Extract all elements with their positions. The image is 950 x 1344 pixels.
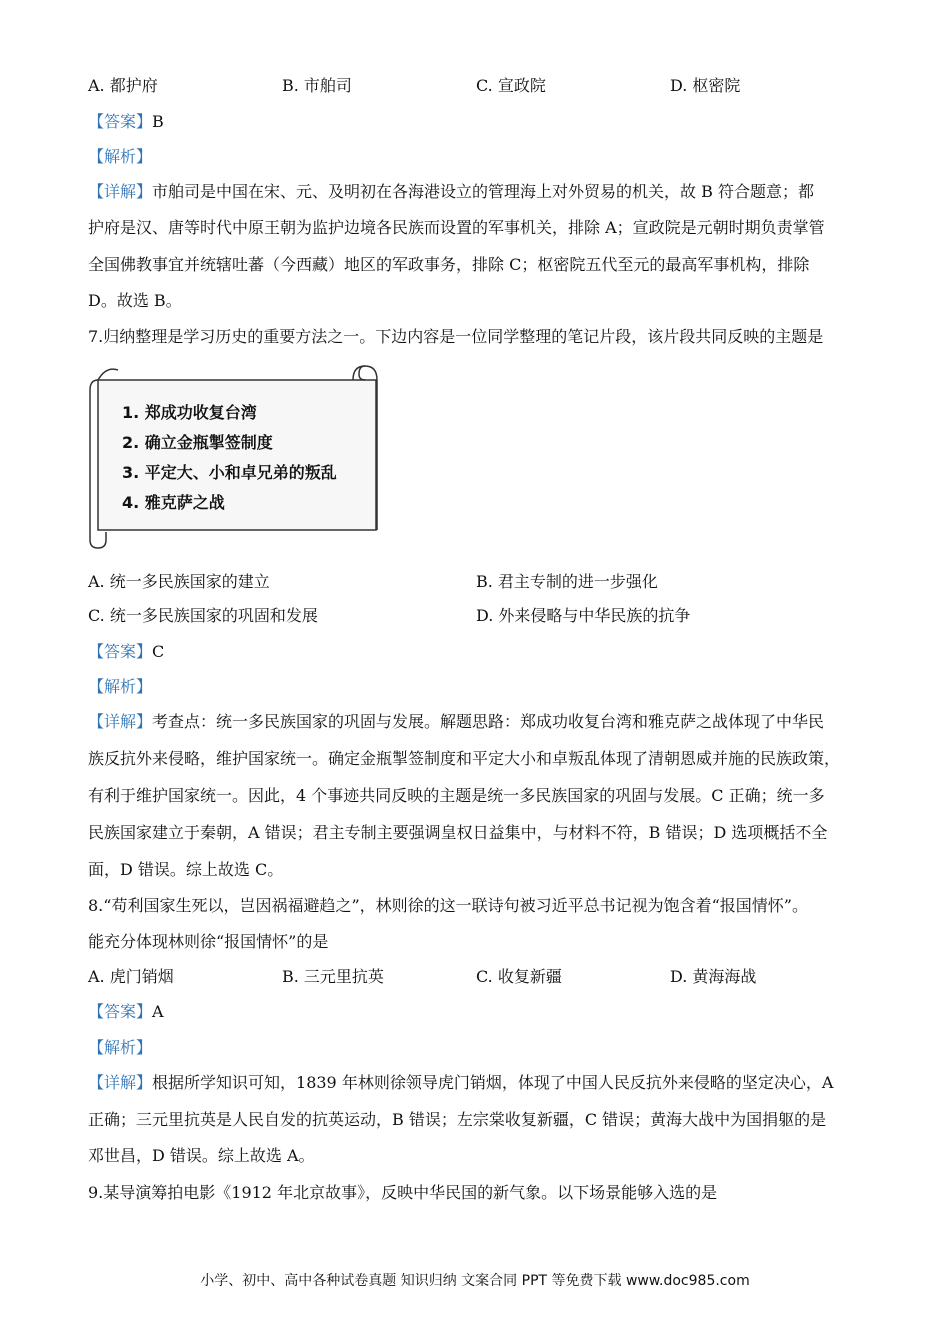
scroll-item: 2. 确立金瓶掣签制度 (122, 433, 273, 452)
detail-tag: 【详解】 (88, 1073, 153, 1092)
q6-option-d: D. 枢密院 (670, 76, 741, 95)
analysis-tag: 【解析】 (88, 677, 153, 696)
q8-stem: 能充分体现林则徐“报国情怀”的是 (88, 932, 329, 951)
detail-text: 市舶司是中国在宋、元、及明初在各海港设立的管理海上对外贸易的机关，故 B 符合题意；都 (152, 182, 814, 201)
q7-option-d: D. 外来侵略与中华民族的抗争 (476, 606, 691, 625)
answer-tag: 【答案】 (88, 642, 153, 661)
answer-value: A (152, 1002, 164, 1021)
q8-detail-line: 正确；三元里抗英是人民自发的抗英运动，B 错误；左宗棠收复新疆，C 错误；黄海大战中为国捐躯的是 (88, 1110, 827, 1129)
q7-detail-line: 民族国家建立于秦朝，A 错误；君主专制主要强调皇权日益集中，与材料不符，B 错误；D 选项概括不全 (88, 823, 828, 842)
q9-stem: 9.某导演筹拍电影《1912 年北京故事》，反映中华民国的新气象。以下场景能够入选的是 (88, 1183, 718, 1202)
q7-detail-line: 有利于维护国家统一。因此，4 个事迹共同反映的主题是统一多民族国家的巩固与发展。C 正确；统一多 (88, 786, 825, 805)
q8-stem: 8.“苟利国家生死以，岂因祸福避趋之”，林则徐的这一联诗句被习近平总书记视为饱含着“报国情怀”。 (88, 896, 808, 915)
answer-tag: 【答案】 (88, 1002, 153, 1021)
answer-tag: 【答案】 (88, 112, 153, 131)
q8-detail-line: 邓世昌，D 错误。综上故选 A。 (88, 1146, 315, 1165)
q6-detail-line: 护府是汉、唐等时代中原王朝为监护边境各民族而设置的军事机关，排除 A；宣政院是元朝时期负责掌管 (88, 218, 825, 237)
detail-tag: 【详解】 (88, 712, 153, 731)
scroll-item: 1. 郑成功收复台湾 (122, 403, 257, 422)
q8-answer-line (88, 1002, 164, 1022)
q7-option-a: A. 统一多民族国家的建立 (88, 572, 270, 591)
answer-value: B (152, 112, 164, 131)
scroll-item: 4. 雅克萨之战 (122, 493, 225, 512)
q7-option-c: C. 统一多民族国家的巩固和发展 (88, 606, 318, 625)
q8-option-d: D. 黄海海战 (670, 967, 757, 986)
q6-option-a: A. 都护府 (88, 76, 158, 95)
q7-answer-line (88, 642, 164, 662)
q7-detail-line (88, 712, 824, 732)
q6-detail-line: D。故选 B。 (88, 291, 182, 310)
q8-option-b: B. 三元里抗英 (282, 967, 384, 986)
q7-detail-line: 面，D 错误。综上故选 C。 (88, 860, 284, 879)
q6-answer-line (88, 112, 164, 132)
q6-detail-line: 全国佛教事宜并统辖吐蕃（今西藏）地区的军政事务，排除 C；枢密院五代至元的最高军事机构，排除 (88, 255, 810, 274)
page-footer: 小学、初中、高中各种试卷真题 知识归纳 文案合同 PPT 等免费下载 www.doc985.com (200, 1273, 750, 1289)
q8-option-c: C. 收复新疆 (476, 967, 562, 986)
q7-stem: 7.归纳整理是学习历史的重要方法之一。下边内容是一位同学整理的笔记片段，该片段共同反映的主题是 (88, 327, 824, 346)
q7-option-b: B. 君主专制的进一步强化 (476, 572, 658, 591)
notes-scroll-image (88, 360, 388, 550)
q6-option-b: B. 市舶司 (282, 76, 352, 95)
detail-text: 考查点：统一多民族国家的巩固与发展。解题思路：郑成功收复台湾和雅克萨之战体现了中华民 (152, 712, 825, 731)
q6-detail-line (88, 182, 814, 202)
answer-value: C (152, 642, 165, 661)
q6-option-c: C. 宣政院 (476, 76, 546, 95)
scroll-item: 3. 平定大、小和卓兄弟的叛乱 (122, 463, 337, 482)
q8-option-a: A. 虎门销烟 (88, 967, 174, 986)
detail-text: 根据所学知识可知，1839 年林则徐领导虎门销烟，体现了中国人民反抗外来侵略的坚定决心，A (152, 1073, 834, 1092)
analysis-tag: 【解析】 (88, 147, 153, 166)
detail-tag: 【详解】 (88, 182, 153, 201)
q8-detail-line (88, 1073, 833, 1093)
q7-detail-line: 族反抗外来侵略，维护国家统一。确定金瓶掣签制度和平定大小和卓叛乱体现了清朝恩威并施的民族政策， (88, 749, 841, 768)
analysis-tag: 【解析】 (88, 1038, 153, 1057)
